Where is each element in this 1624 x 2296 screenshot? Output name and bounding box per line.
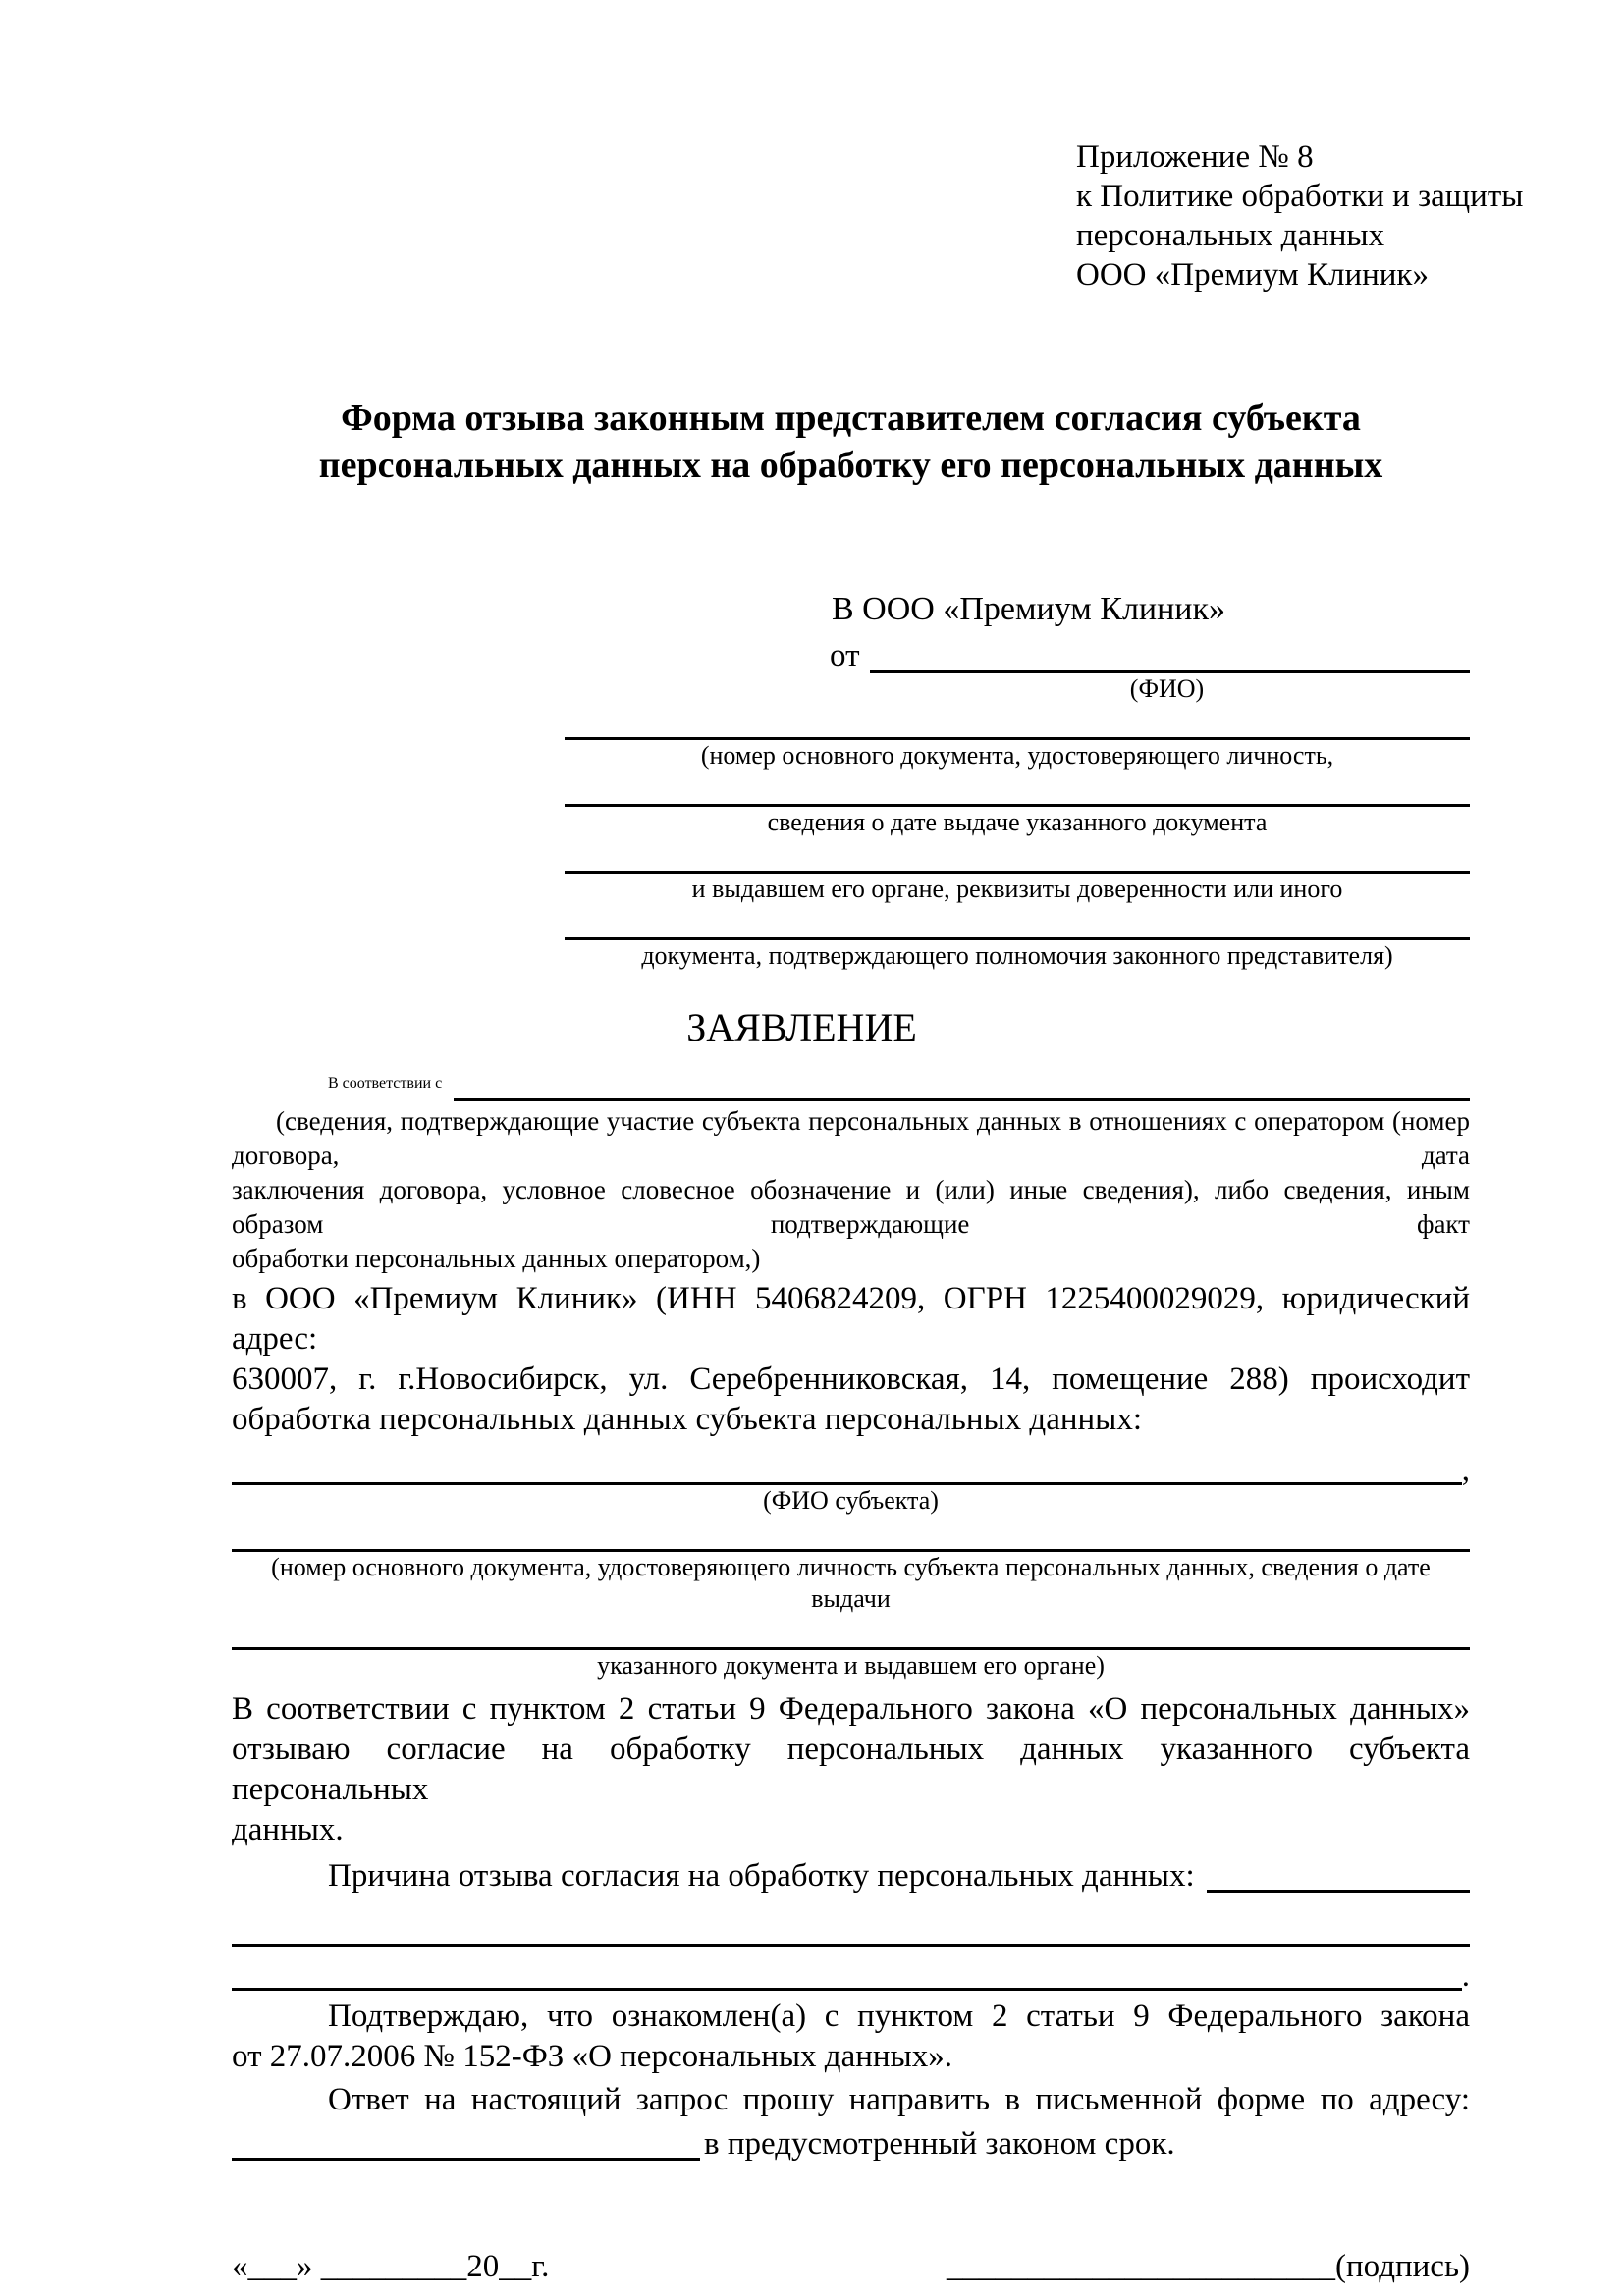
document-content <box>232 137 1524 2286</box>
operator-paragraph-line: 630007, г. г.Новосибирск, ул. Серебренниковская, 14, помещение 288) происходит <box>232 1362 1470 1397</box>
fine-print-line: (сведения, подтверждающие участие субъекта персональных данных в отношениях с оператором (номер договора, дата <box>232 1106 1470 1170</box>
appendix-header-line: ООО «Премиум Клиник» <box>1076 257 1429 293</box>
subject-fio-row <box>232 1450 1470 1488</box>
from-row <box>565 630 1470 673</box>
acknowledgement-line: Подтверждаю, что ознакомлен(а) с пунктом 2 статьи 9 Федерального закона <box>328 1999 1470 2034</box>
relationship-details-field <box>454 1098 1470 1101</box>
operator-paragraph-line: в ООО «Премиум Клиник» (ИНН 5406824209, ОГРН 1225400029029, юридический адрес: <box>232 1281 1470 1357</box>
authority-document-caption: документа, подтверждающего полномочия законного представителя) <box>641 941 1393 970</box>
addressee-block <box>565 589 1470 972</box>
withdrawal-paragraph-line: отзываю согласие на обработку персональных данных указанного субъекта персональных <box>232 1732 1470 1807</box>
acknowledgement-line: от 27.07.2006 № 152-ФЗ «О персональных данных». <box>232 2039 952 2074</box>
reason-line-trailing: . <box>1461 1958 1470 1994</box>
reply-address-row <box>232 2120 1470 2161</box>
reason-line-2-row <box>232 1947 1470 1994</box>
statement-heading: ЗАЯВЛЕНИЕ <box>686 1005 917 1049</box>
reason-continuation <box>232 1902 1470 1994</box>
subject-fio-caption: (ФИО субъекта) <box>763 1486 939 1515</box>
operator-paragraph-line: обработка персональных данных субъекта персональных данных: <box>232 1402 1142 1437</box>
reason-line-2-field <box>232 1988 1462 1991</box>
appendix-header-line: Приложение № 8 <box>1076 139 1314 175</box>
reply-request-tail: в предусмотренный законом срок. <box>704 2126 1175 2162</box>
intro-fine-print <box>232 1104 1470 1276</box>
appendix-header <box>1076 137 1524 294</box>
issuing-authority-caption: и выдавшем его органе, реквизиты доверенности или иного <box>691 875 1343 903</box>
withdrawal-paragraph-line: данных. <box>232 1812 344 1847</box>
reason-row <box>232 1852 1470 1893</box>
withdrawal-paragraph-line: В соответствии с пунктом 2 статьи 9 Федерального закона «О персональных данных» <box>232 1691 1470 1727</box>
fine-print-line: заключения договора, условное словесное обозначение и (или) иные сведения), либо сведения, иным образом подтверждающие факт <box>232 1175 1470 1239</box>
subject-authority-row <box>232 1615 1470 1650</box>
document-title <box>232 395 1470 489</box>
acknowledgement-paragraph <box>232 1997 1470 2077</box>
statement-intro-row <box>232 1060 1470 1101</box>
identity-document-field <box>565 705 1470 740</box>
subject-document-row <box>232 1517 1470 1552</box>
reply-address-field <box>232 2158 700 2161</box>
fine-print-line: обработки персональных данных оператором,) <box>232 1244 761 1273</box>
from-label: от <box>830 638 860 673</box>
signature-line: ________________________(подпись) <box>947 2249 1470 2284</box>
issuing-authority-field <box>565 838 1470 874</box>
authority-document-field <box>565 905 1470 940</box>
identity-document-caption: (номер основного документа, удостоверяющего личность, <box>700 741 1334 770</box>
reply-request-paragraph <box>232 2080 1470 2120</box>
footer-row <box>232 2247 1470 2286</box>
fio-caption: (ФИО) <box>1129 674 1205 703</box>
date-line: «___» _________20__г. <box>232 2249 550 2284</box>
subject-fio-trailing: , <box>1461 1453 1470 1488</box>
intro-label: В соответствии с <box>328 1075 443 1092</box>
subject-document-caption: (номер основного документа, удостоверяющего личность субъекта персональных данных, сведения о дате выдачи <box>271 1553 1431 1613</box>
reason-label: Причина отзыва согласия на обработку персональных данных: <box>328 1858 1195 1894</box>
reason-line-1-field <box>232 1902 1470 1947</box>
document-title-line: персональных данных на обработку его персональных данных <box>318 445 1383 486</box>
appendix-header-line: к Политике обработки и защиты <box>1076 179 1524 214</box>
withdrawal-paragraph <box>232 1689 1470 1850</box>
addressee-organization: В ООО «Премиум Клиник» <box>832 591 1226 627</box>
document-title-line: Форма отзыва законным представителем согласия субъекта <box>341 398 1361 439</box>
reason-field <box>1207 1890 1470 1893</box>
reply-request-line: Ответ на настоящий запрос прошу направить в письменной форме по адресу: <box>328 2082 1470 2117</box>
subject-authority-caption: указанного документа и выдавшем его органе) <box>597 1651 1105 1680</box>
operator-paragraph <box>232 1279 1470 1440</box>
subject-fields <box>232 1450 1470 1682</box>
appendix-header-line: персональных данных <box>1076 218 1385 253</box>
issue-date-caption: сведения о дате выдаче указанного документа <box>767 808 1268 836</box>
issue-date-field <box>565 772 1470 807</box>
